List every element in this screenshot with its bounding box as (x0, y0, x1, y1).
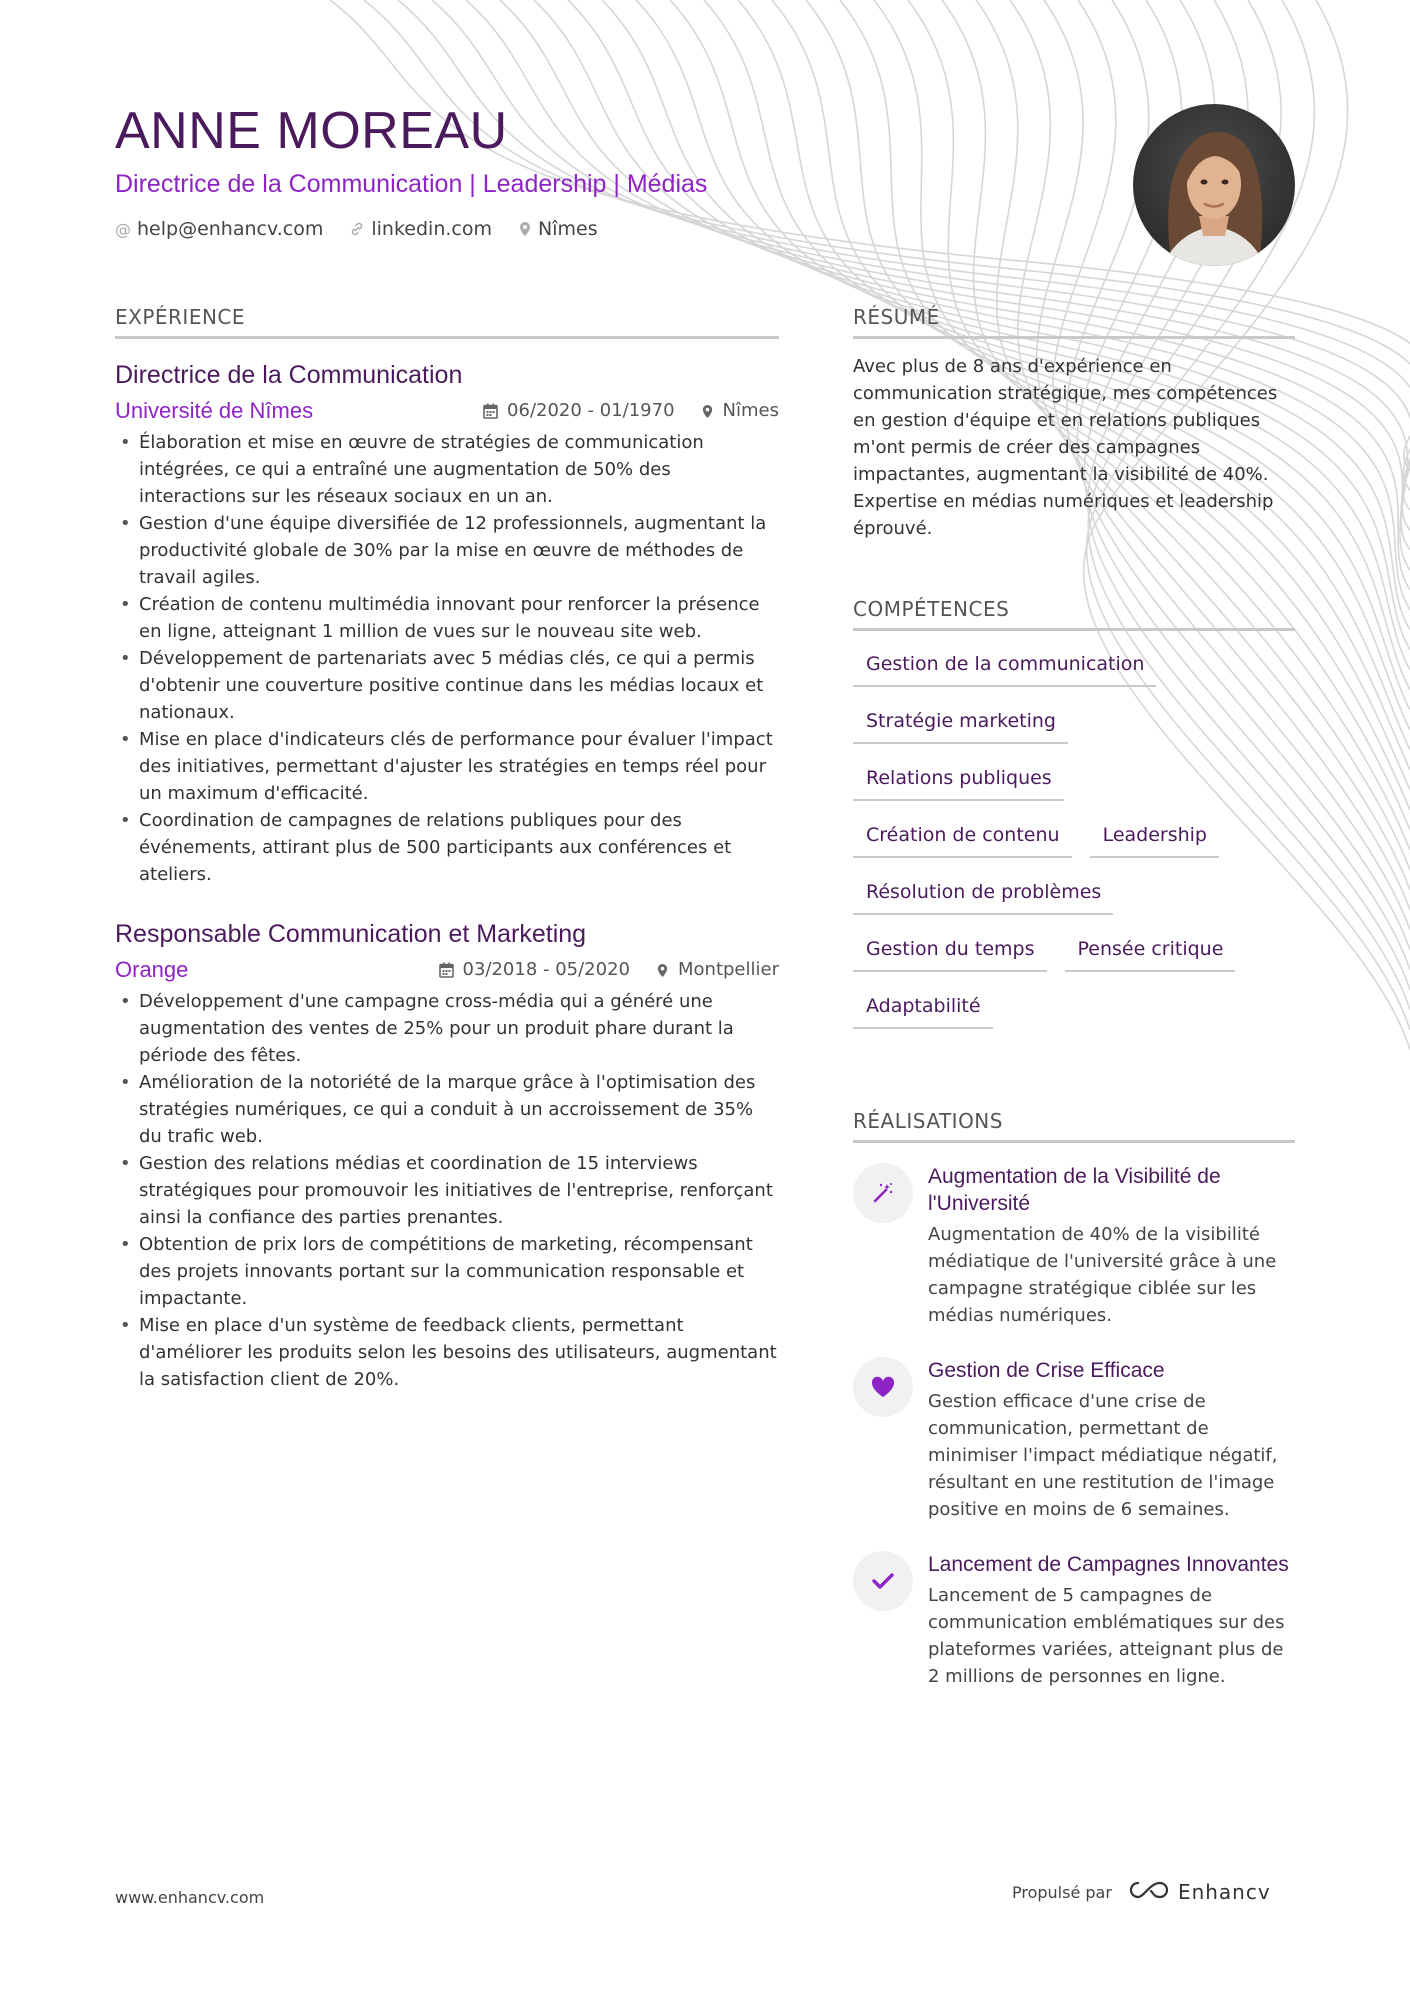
achievement-body (928, 1551, 1295, 1690)
contact-bar (115, 218, 1015, 240)
job-bullet: • Mise en place d'indicateurs clés de performance pour évaluer l'impact des initiatives, permettant d'ajuster les stratégies en temps réel pour un maximum d'efficacité. (115, 726, 779, 807)
job-bullets (115, 429, 779, 888)
achievements-section (853, 1108, 1295, 1690)
achievement-description: Lancement de 5 campagnes de communication emblématiques sur des plateformes variées, atteignant plus de 2 millions de personnes en ligne. (928, 1585, 1285, 1687)
contact-linkedin[interactable] (349, 218, 492, 240)
job-company: Orange (115, 957, 189, 982)
job-meta (115, 956, 779, 984)
achievement-title: Lancement de Campagnes Innovantes (928, 1553, 1289, 1576)
map-pin-icon (656, 962, 669, 979)
skill-tag: Création de contenu (853, 816, 1072, 858)
brand-name: Enhancv (1177, 1880, 1271, 1904)
achievement-item (853, 1551, 1295, 1690)
map-pin-icon (518, 221, 532, 237)
job-bullet: • Gestion des relations médias et coordination de 15 interviews stratégiques pour promouvoir les initiatives de l'entreprise, renforçant ainsi la confiance des parties prenantes. (115, 1150, 779, 1231)
heart-icon (853, 1357, 913, 1417)
job-dates-text: 03/2018 - 05/2020 (462, 959, 630, 980)
job-dates (483, 397, 675, 425)
achievement-body (928, 1163, 1295, 1329)
candidate-name: ANNE MOREAU (115, 102, 508, 160)
avatar (1133, 104, 1295, 266)
achievements-section-title: RÉALISATIONS (853, 1108, 1295, 1143)
skills-section-title: COMPÉTENCES (853, 596, 1295, 631)
achievement-title: Augmentation de la Visibilité de l'Université (928, 1165, 1221, 1215)
job-bullet: • Mise en place d'un système de feedback clients, permettant d'améliorer les produits selon les besoins des utilisateurs, augmentant la satisfaction client de 20%. (115, 1312, 779, 1393)
check-icon (853, 1551, 913, 1611)
magic-wand-icon (853, 1163, 913, 1223)
skills-section (853, 596, 1295, 1044)
calendar-icon (439, 962, 454, 978)
skill-tag: Stratégie marketing (853, 702, 1068, 744)
job-bullet: • Amélioration de la notoriété de la marque grâce à l'optimisation des stratégies numériques, ce qui a conduit à un accroissement de 35% du trafic web. (115, 1069, 779, 1150)
job-meta (115, 397, 779, 425)
job-entry (115, 918, 779, 1393)
job-company: Université de Nîmes (115, 398, 314, 423)
achievement-title: Gestion de Crise Efficace (928, 1359, 1165, 1382)
job-title: Directrice de la Communication (115, 361, 463, 389)
job-bullet: • Développement de partenariats avec 5 médias clés, ce qui a permis d'obtenir une couverture positive continue dans les médias locaux et nationaux. (115, 645, 779, 726)
enhancv-logo-icon (1126, 1878, 1172, 1906)
skill-tag: Gestion du temps (853, 930, 1047, 972)
job-bullet: • Obtention de prix lors de compétitions de marketing, récompensant des projets innovants portant sur la communication responsable et impactante. (115, 1231, 779, 1312)
job-bullet: • Développement d'une campagne cross-média qui a généré une augmentation des ventes de 25% pour un produit phare durant la période des fêtes. (115, 988, 779, 1069)
job-bullet: • Coordination de campagnes de relations publiques pour des événements, attirant plus de 500 participants aux conférences et ateliers. (115, 807, 779, 888)
job-bullet: • Élaboration et mise en œuvre de stratégies de communication intégrées, ce qui a entraîné une augmentation de 50% des interactions sur les réseaux sociaux en un an. (115, 429, 779, 510)
achievement-body (928, 1357, 1295, 1523)
job-location (656, 956, 779, 984)
skill-tag: Gestion de la communication (853, 645, 1156, 687)
experience-section-title: EXPÉRIENCE (115, 304, 779, 339)
contact-email[interactable] (115, 218, 323, 240)
achievement-description: Augmentation de 40% de la visibilité médiatique de l'université grâce à une campagne stratégique ciblée sur les médias numériques. (928, 1224, 1277, 1326)
job-bullet: • Gestion d'une équipe diversifiée de 12 professionnels, augmentant la productivité globale de 30% par la mise en œuvre de méthodes de travail agiles. (115, 510, 779, 591)
job-dates-text: 06/2020 - 01/1970 (507, 400, 675, 421)
map-pin-icon (701, 403, 714, 420)
skill-tag: Relations publiques (853, 759, 1064, 801)
job-entry (115, 359, 779, 888)
linkedin-text: linkedin.com (371, 218, 492, 240)
at-icon: @ (115, 219, 131, 239)
candidate-title: Directrice de la Communication | Leadership | Médias (115, 170, 708, 198)
job-bullets (115, 988, 779, 1393)
job-title: Responsable Communication et Marketing (115, 920, 587, 948)
skills-list (853, 645, 1295, 1044)
link-icon (349, 221, 365, 237)
email-text: help@enhancv.com (137, 218, 324, 240)
achievement-description: Gestion efficace d'une crise de communication, permettant de minimiser l'impact médiatique négatif, résultant en une restitution de l'image positive en moins de 6 semaines. (928, 1391, 1278, 1520)
right-column (853, 304, 1295, 1690)
achievement-item (853, 1163, 1295, 1329)
skill-tag: Pensée critique (1065, 930, 1236, 972)
job-dates (439, 956, 631, 984)
powered-by-label: Propulsé par (1012, 1882, 1112, 1902)
footer-powered-by (1012, 1878, 1271, 1906)
calendar-icon (483, 403, 498, 419)
skill-tag: Leadership (1090, 816, 1219, 858)
job-location (701, 397, 779, 425)
footer-website[interactable]: www.enhancv.com (115, 1888, 265, 1907)
resume-header (115, 100, 1015, 240)
job-location-text: Montpellier (678, 959, 779, 980)
summary-text: Avec plus de 8 ans d'expérience en communication stratégique, mes compétences en gestion d'équipe et en relations publiques m'ont permis de créer des campagnes impactantes, augmentant la visibilité de 40%. Expertise en médias numériques et leadership éprouvé. (853, 356, 1278, 539)
achievement-item (853, 1357, 1295, 1523)
location-text: Nîmes (538, 218, 598, 240)
summary-section-title: RÉSUMÉ (853, 304, 1295, 339)
contact-location (518, 218, 598, 240)
skill-tag: Adaptabilité (853, 987, 993, 1029)
job-bullet: • Création de contenu multimédia innovant pour renforcer la présence en ligne, atteignant 1 million de vues sur le nouveau site web. (115, 591, 779, 645)
job-location-text: Nîmes (722, 400, 779, 421)
skill-tag: Résolution de problèmes (853, 873, 1113, 915)
left-column (115, 304, 779, 1393)
